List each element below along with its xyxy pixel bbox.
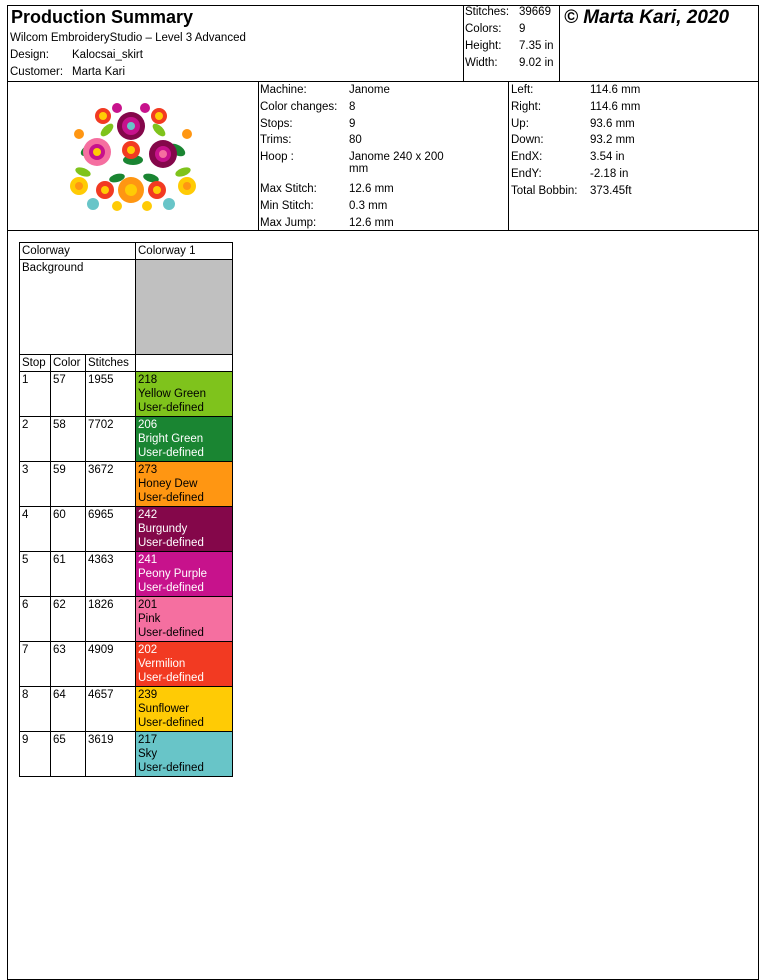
header-bottom-line — [7, 81, 759, 82]
cell-stop: 7 — [20, 642, 51, 687]
extents-value-6: 373.45ft — [590, 184, 632, 197]
cell-stop: 4 — [20, 507, 51, 552]
thread-name: Bright Green — [138, 433, 204, 445]
extents-value-4: 3.54 in — [590, 151, 625, 164]
thread-type: User-defined — [138, 537, 204, 549]
summary-label-1: Colors: — [465, 23, 502, 35]
table-row — [20, 507, 233, 552]
thread-swatch — [136, 642, 233, 687]
thread-type: User-defined — [138, 492, 204, 504]
cell-stop: 6 — [20, 597, 51, 642]
summary-label-2: Height: — [465, 40, 502, 52]
table-row — [20, 417, 233, 462]
design-value: Kalocsai_skirt — [72, 49, 143, 61]
thread-name: Yellow Green — [138, 388, 206, 400]
cell-stop: 3 — [20, 462, 51, 507]
info-divider-2 — [508, 81, 509, 231]
table-row — [20, 732, 233, 777]
thread-type: User-defined — [138, 717, 204, 729]
extents-label-4: EndX: — [511, 151, 543, 164]
thread-swatch — [136, 597, 233, 642]
thread-code: 273 — [138, 464, 158, 476]
thread-code: 241 — [138, 554, 158, 566]
header-divider-2 — [559, 5, 560, 82]
cell-color: 61 — [51, 552, 86, 597]
extents-label-3: Down: — [511, 134, 544, 147]
copyright-text: © Marta Kari, 2020 — [564, 7, 730, 28]
background-label: Background — [20, 260, 136, 355]
thread-swatch — [136, 462, 233, 507]
header-divider-1 — [463, 5, 464, 82]
thread-type: User-defined — [138, 762, 204, 774]
cell-stitches: 4363 — [86, 552, 136, 597]
summary-value-0: 39669 — [519, 6, 551, 18]
machine-label-7: Max Jump: — [260, 216, 317, 229]
machine-value-1: 8 — [349, 100, 356, 113]
extents-value-1: 114.6 mm — [590, 100, 641, 113]
customer-value: Marta Kari — [72, 66, 126, 78]
summary-value-3: 9.02 in — [519, 57, 554, 69]
thread-name: Sunflower — [138, 703, 190, 715]
machine-label-3: Trims: — [260, 134, 292, 147]
cell-stitches: 1955 — [86, 372, 136, 417]
cell-stitches: 3672 — [86, 462, 136, 507]
extents-label-0: Left: — [511, 84, 534, 96]
info-bottom-line — [7, 230, 759, 231]
cell-stop: 5 — [20, 552, 51, 597]
table-row — [20, 597, 233, 642]
cell-stop: 2 — [20, 417, 51, 462]
thread-type: User-defined — [138, 672, 204, 684]
table-row — [20, 642, 233, 687]
thread-swatch — [136, 507, 233, 552]
thread-code: 218 — [138, 374, 158, 386]
thread-name: Vermilion — [138, 658, 186, 670]
cell-color: 63 — [51, 642, 86, 687]
summary-value-2: 7.35 in — [519, 40, 554, 52]
thread-name: Honey Dew — [138, 478, 198, 490]
extents-label-1: Right: — [511, 100, 542, 113]
machine-label-5: Max Stitch: — [260, 183, 317, 196]
thread-code: 201 — [138, 599, 158, 611]
background-swatch — [136, 260, 233, 355]
summary-value-1: 9 — [519, 23, 526, 35]
extents-label-2: Up: — [511, 117, 529, 130]
machine-value-2: 9 — [349, 117, 356, 130]
machine-label-4: Hoop : — [260, 151, 294, 164]
cell-stitches: 1826 — [86, 597, 136, 642]
machine-value-3: 80 — [349, 134, 362, 147]
cell-stitches: 6965 — [86, 507, 136, 552]
table-row — [20, 372, 233, 417]
extents-value-2: 93.6 mm — [590, 117, 635, 130]
col-stop-header: Stop — [20, 355, 51, 372]
extents-label-6: Total Bobbin: — [511, 184, 578, 197]
colorway-header-value: Colorway 1 — [136, 243, 233, 260]
page-title: Production Summary — [11, 7, 194, 27]
cell-stop: 8 — [20, 687, 51, 732]
extents-value-5: -2.18 in — [590, 168, 629, 180]
col-swatch-header — [136, 355, 233, 372]
machine-label-1: Color changes: — [260, 100, 338, 113]
info-divider-1 — [258, 81, 259, 231]
machine-value-4: Janome 240 x 200 mm — [349, 151, 444, 176]
design-label: Design: — [10, 49, 49, 61]
software-name: Wilcom EmbroideryStudio – Level 3 Advanced — [10, 32, 246, 44]
cell-stitches: 4657 — [86, 687, 136, 732]
thread-type: User-defined — [138, 402, 204, 414]
thread-swatch — [136, 687, 233, 732]
table-row — [20, 687, 233, 732]
thread-type: User-defined — [138, 627, 204, 639]
machine-value-0: Janome — [349, 84, 390, 96]
cell-color: 62 — [51, 597, 86, 642]
extents-value-0: 114.6 mm — [590, 84, 641, 96]
summary-label-3: Width: — [465, 57, 498, 69]
machine-value-7: 12.6 mm — [349, 216, 394, 229]
extents-value-3: 93.2 mm — [590, 134, 635, 147]
cell-color: 65 — [51, 732, 86, 777]
machine-value-5: 12.6 mm — [349, 183, 394, 196]
cell-stop: 9 — [20, 732, 51, 777]
thread-name: Burgundy — [138, 523, 188, 535]
cell-stitches: 7702 — [86, 417, 136, 462]
col-stitches-header: Stitches — [86, 355, 136, 372]
table-row — [20, 552, 233, 597]
customer-label: Customer: — [10, 66, 64, 78]
thread-swatch — [136, 732, 233, 777]
machine-value-6: 0.3 mm — [349, 200, 388, 212]
thread-swatch — [136, 372, 233, 417]
thread-code: 239 — [138, 689, 158, 701]
summary-label-0: Stitches: — [465, 6, 510, 18]
cell-stop: 1 — [20, 372, 51, 417]
cell-color: 64 — [51, 687, 86, 732]
table-row — [20, 462, 233, 507]
colorway-table — [19, 242, 233, 777]
col-color-header: Color — [51, 355, 86, 372]
thread-code: 202 — [138, 644, 158, 656]
thread-swatch — [136, 417, 233, 462]
thread-name: Sky — [138, 748, 158, 760]
machine-label-2: Stops: — [260, 117, 293, 130]
design-preview-image — [67, 100, 199, 214]
cell-color: 57 — [51, 372, 86, 417]
thread-code: 217 — [138, 734, 158, 746]
machine-label-0: Machine: — [260, 84, 307, 96]
thread-type: User-defined — [138, 582, 204, 594]
thread-type: User-defined — [138, 447, 204, 459]
thread-name: Peony Purple — [138, 568, 208, 580]
cell-color: 59 — [51, 462, 86, 507]
thread-code: 242 — [138, 509, 158, 521]
extents-label-5: EndY: — [511, 168, 542, 180]
thread-swatch — [136, 552, 233, 597]
cell-stitches: 4909 — [86, 642, 136, 687]
colorway-header-label: Colorway — [20, 243, 136, 260]
machine-label-6: Min Stitch: — [260, 200, 314, 212]
cell-stitches: 3619 — [86, 732, 136, 777]
cell-color: 58 — [51, 417, 86, 462]
thread-name: Pink — [138, 613, 161, 625]
thread-code: 206 — [138, 419, 158, 431]
cell-color: 60 — [51, 507, 86, 552]
